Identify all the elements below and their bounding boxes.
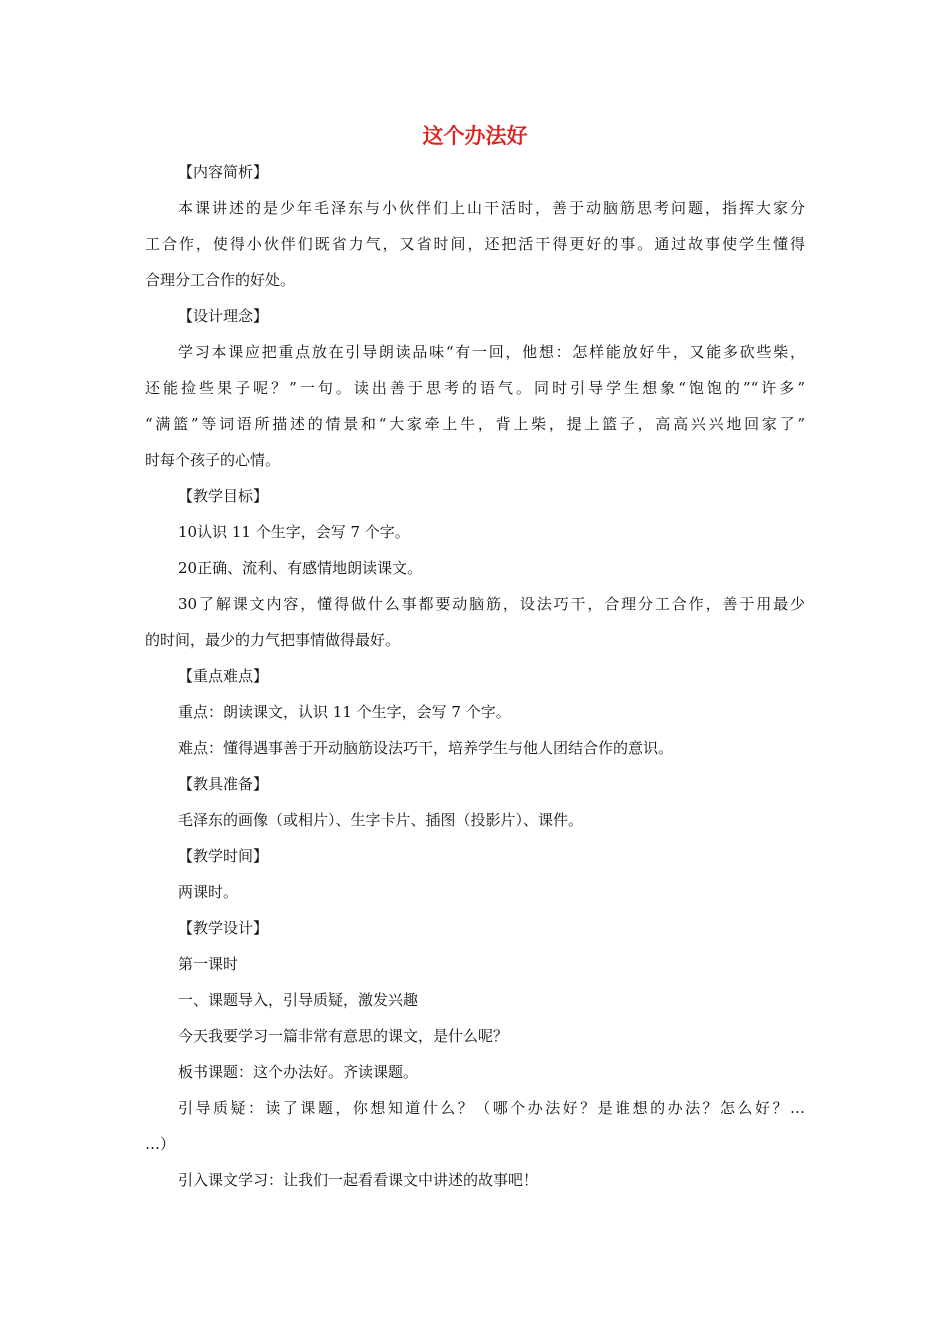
paragraph-design-idea bbox=[145, 334, 805, 478]
text-line: 合理分工合作的好处。 bbox=[145, 271, 296, 289]
step-text: 板书课题：这个办法好。齐读课题。 bbox=[178, 1063, 419, 1081]
document-page bbox=[145, 118, 805, 1198]
key-point: 重点：朗读课文，认识 11 个生字，会写 7 个字。 bbox=[178, 703, 511, 721]
heading-teaching-goals: 【教学目标】 bbox=[178, 487, 269, 505]
heading-materials: 【教具准备】 bbox=[178, 775, 269, 793]
text-line: 工合作，使得小伙伴们既省力气，又省时间，还把活干得更好的事。通过故事使学生懂得 bbox=[145, 235, 805, 253]
heading-design-idea: 【设计理念】 bbox=[178, 307, 269, 325]
heading-teaching-design: 【教学设计】 bbox=[178, 919, 269, 937]
text-line: “满篮”等词语所描述的情景和“大家牵上牛，背上柴，提上篮子，高高兴兴地回家了” bbox=[145, 415, 805, 433]
heading-teaching-time: 【教学时间】 bbox=[178, 847, 269, 865]
page-title: 这个办法好 bbox=[422, 123, 528, 148]
goal-item: 10认识 11 个生字，会写 7 个字。 bbox=[178, 523, 410, 541]
difficult-point: 难点：懂得遇事善于开动脑筋设法巧干，培养学生与他人团结合作的意识。 bbox=[178, 739, 674, 757]
heading-key-points: 【重点难点】 bbox=[178, 667, 269, 685]
text-line: …） bbox=[145, 1135, 176, 1153]
text-line: 本课讲述的是少年毛泽东与小伙伴们上山干活时，善于动脑筋思考问题，指挥大家分 bbox=[178, 199, 805, 217]
heading-content-analysis: 【内容简析】 bbox=[178, 163, 269, 181]
text-line: 学习本课应把重点放在引导朗读品味“有一回，他想：怎样能放好牛，又能多砍些柴， bbox=[178, 343, 805, 361]
step-heading: 一、课题导入，引导质疑，激发兴趣 bbox=[178, 991, 419, 1009]
text-line: 引导质疑：读了课题，你想知道什么？（哪个办法好？是谁想的办法？怎么好？… bbox=[178, 1099, 805, 1117]
text-line: 时每个孩子的心情。 bbox=[145, 451, 281, 469]
paragraph-content-analysis bbox=[145, 190, 805, 298]
goal-item bbox=[145, 586, 805, 658]
text-line: 还能捡些果子呢？”一句。读出善于思考的语气。同时引导学生想象“饱饱的”“许多” bbox=[145, 379, 805, 397]
time-text: 两课时。 bbox=[178, 883, 239, 901]
materials-text: 毛泽东的画像（或相片）、生字卡片、插图（投影片）、课件。 bbox=[178, 811, 584, 829]
step-text: 引入课文学习：让我们一起看看课文中讲述的故事吧！ bbox=[178, 1171, 539, 1189]
lesson-label: 第一课时 bbox=[178, 955, 239, 973]
text-line: 的时间，最少的力气把事情做得最好。 bbox=[145, 631, 401, 649]
text-line: 30了解课文内容，懂得做什么事都要动脑筋，设法巧干，合理分工合作，善于用最少 bbox=[178, 595, 805, 613]
goal-item: 20正确、流利、有感情地朗读课文。 bbox=[178, 559, 423, 577]
step-text: 今天我要学习一篇非常有意思的课文，是什么呢？ bbox=[178, 1027, 509, 1045]
step-text bbox=[145, 1090, 805, 1162]
